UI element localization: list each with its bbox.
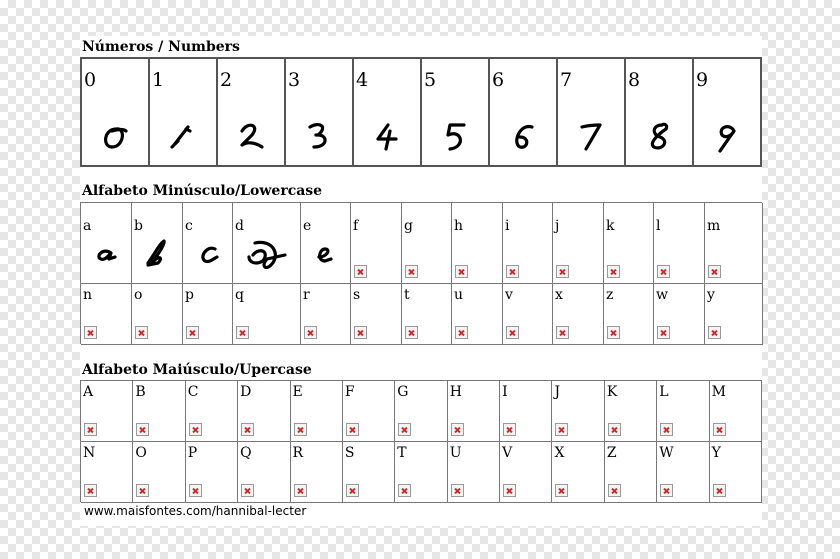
char-label: L bbox=[659, 384, 669, 400]
uppercase-heading: Alfabeto Maiúsculo/Upercase bbox=[82, 362, 312, 378]
glyph-0 bbox=[98, 117, 132, 155]
glyph-b bbox=[140, 235, 174, 273]
char-cell-s bbox=[351, 284, 402, 345]
char-label: T bbox=[397, 445, 407, 461]
broken-image-icon bbox=[136, 423, 149, 436]
broken-image-icon bbox=[556, 326, 569, 339]
char-cell-v bbox=[503, 284, 553, 345]
glyph-4 bbox=[370, 117, 404, 155]
glyph-a bbox=[89, 235, 123, 273]
broken-image-icon bbox=[84, 326, 97, 339]
broken-image-icon bbox=[657, 265, 670, 278]
char-cell-u bbox=[452, 284, 503, 345]
char-cell-O bbox=[133, 442, 185, 503]
char-cell-8 bbox=[626, 59, 694, 167]
uppercase-grid bbox=[80, 380, 762, 502]
broken-image-icon bbox=[136, 484, 149, 497]
lowercase-grid bbox=[80, 202, 762, 344]
char-label: 4 bbox=[356, 69, 369, 91]
char-label: R bbox=[292, 445, 304, 461]
broken-image-icon bbox=[84, 484, 97, 497]
glyph-8 bbox=[642, 117, 676, 155]
glyph-preview bbox=[490, 115, 556, 157]
broken-image-icon bbox=[506, 326, 519, 339]
char-label: Y bbox=[711, 445, 721, 461]
char-cell-1 bbox=[150, 59, 218, 167]
char-cell-L bbox=[657, 381, 709, 442]
glyph-c bbox=[191, 235, 225, 273]
broken-image-icon bbox=[713, 484, 726, 497]
char-cell-z bbox=[604, 284, 654, 345]
char-cell-t bbox=[402, 284, 452, 345]
char-cell-7 bbox=[558, 59, 626, 167]
glyph-preview bbox=[354, 115, 420, 157]
broken-image-icon bbox=[135, 326, 148, 339]
numbers-heading: Números / Numbers bbox=[82, 39, 240, 55]
char-cell-w bbox=[654, 284, 705, 345]
char-label: X bbox=[554, 445, 565, 461]
char-label: n bbox=[83, 287, 93, 303]
glyph-e bbox=[309, 235, 343, 273]
char-label: s bbox=[353, 287, 361, 303]
broken-image-icon bbox=[713, 423, 726, 436]
glyph-d bbox=[243, 235, 291, 273]
char-label: t bbox=[404, 287, 410, 303]
broken-image-icon bbox=[451, 423, 464, 436]
char-label: 3 bbox=[288, 69, 301, 91]
char-cell-e bbox=[301, 203, 351, 284]
broken-image-icon bbox=[555, 423, 568, 436]
char-cell-q bbox=[233, 284, 301, 345]
char-cell-Z bbox=[605, 442, 657, 503]
glyph-preview bbox=[694, 115, 760, 157]
broken-image-icon bbox=[84, 423, 97, 436]
char-cell-K bbox=[605, 381, 657, 442]
char-label: F bbox=[344, 384, 355, 400]
numbers-grid bbox=[80, 57, 762, 167]
char-label: k bbox=[606, 218, 615, 234]
char-label: r bbox=[303, 287, 310, 303]
glyph-5 bbox=[438, 117, 472, 155]
char-label: 5 bbox=[424, 69, 437, 91]
char-cell-N bbox=[81, 442, 133, 503]
char-label: f bbox=[353, 218, 359, 234]
char-label: J bbox=[554, 384, 561, 400]
broken-image-icon bbox=[405, 265, 418, 278]
broken-image-icon bbox=[241, 423, 254, 436]
broken-image-icon bbox=[607, 265, 620, 278]
broken-image-icon bbox=[189, 423, 202, 436]
char-label: o bbox=[134, 287, 143, 303]
char-label: K bbox=[606, 384, 618, 400]
broken-image-icon bbox=[660, 484, 673, 497]
char-label: j bbox=[555, 218, 560, 234]
broken-image-icon bbox=[708, 326, 721, 339]
char-label: e bbox=[303, 218, 312, 234]
glyph-6 bbox=[506, 117, 540, 155]
glyph-preview bbox=[150, 115, 216, 157]
char-cell-B bbox=[133, 381, 185, 442]
broken-image-icon bbox=[556, 265, 569, 278]
char-cell-r bbox=[301, 284, 351, 345]
char-cell-Y bbox=[710, 442, 762, 503]
char-cell-M bbox=[710, 381, 762, 442]
char-label: C bbox=[187, 384, 199, 400]
char-cell-g bbox=[402, 203, 452, 284]
broken-image-icon bbox=[241, 484, 254, 497]
char-label: l bbox=[656, 218, 661, 234]
glyph-preview bbox=[82, 115, 148, 157]
char-label: 9 bbox=[696, 69, 709, 91]
broken-image-icon bbox=[354, 326, 367, 339]
broken-image-icon bbox=[451, 484, 464, 497]
char-label: y bbox=[707, 287, 715, 303]
char-cell-T bbox=[395, 442, 447, 503]
glyph-preview bbox=[218, 115, 284, 157]
char-cell-i bbox=[503, 203, 553, 284]
glyph-preview bbox=[301, 233, 350, 275]
char-label: b bbox=[134, 218, 143, 234]
char-label: w bbox=[656, 287, 668, 303]
char-label: M bbox=[711, 384, 726, 400]
broken-image-icon bbox=[405, 326, 418, 339]
char-label: S bbox=[344, 445, 355, 461]
char-cell-n bbox=[81, 284, 132, 345]
char-label: P bbox=[187, 445, 198, 461]
char-label: a bbox=[83, 218, 92, 234]
glyph-preview bbox=[81, 233, 131, 275]
broken-image-icon bbox=[608, 423, 621, 436]
char-cell-X bbox=[552, 442, 604, 503]
char-label: E bbox=[292, 384, 303, 400]
char-label: W bbox=[659, 445, 674, 461]
char-cell-6 bbox=[490, 59, 558, 167]
broken-image-icon bbox=[555, 484, 568, 497]
broken-image-icon bbox=[294, 423, 307, 436]
char-label: Q bbox=[240, 445, 252, 461]
broken-image-icon bbox=[608, 484, 621, 497]
char-cell-H bbox=[448, 381, 500, 442]
char-label: 2 bbox=[220, 69, 233, 91]
glyph-preview bbox=[558, 115, 624, 157]
glyph-2 bbox=[234, 117, 268, 155]
char-label: D bbox=[240, 384, 252, 400]
char-label: V bbox=[502, 445, 513, 461]
char-cell-V bbox=[500, 442, 552, 503]
broken-image-icon bbox=[503, 423, 516, 436]
glyph-preview bbox=[286, 115, 352, 157]
broken-image-icon bbox=[503, 484, 516, 497]
char-label: h bbox=[454, 218, 464, 234]
char-cell-F bbox=[343, 381, 395, 442]
char-cell-m bbox=[705, 203, 763, 284]
char-label: d bbox=[235, 218, 244, 234]
broken-image-icon bbox=[506, 265, 519, 278]
broken-image-icon bbox=[186, 326, 199, 339]
char-label: v bbox=[505, 287, 513, 303]
footer-url[interactable]: www.maisfontes.com/hannibal-lecter bbox=[84, 504, 307, 518]
char-label: i bbox=[505, 218, 510, 234]
char-cell-c bbox=[183, 203, 233, 284]
char-cell-y bbox=[705, 284, 763, 345]
char-label: z bbox=[606, 287, 614, 303]
broken-image-icon bbox=[236, 326, 249, 339]
broken-image-icon bbox=[354, 265, 367, 278]
glyph-preview bbox=[183, 233, 232, 275]
char-label: 8 bbox=[628, 69, 641, 91]
char-label: 1 bbox=[152, 69, 165, 91]
glyph-preview bbox=[422, 115, 488, 157]
char-label: 6 bbox=[492, 69, 505, 91]
char-cell-o bbox=[132, 284, 183, 345]
broken-image-icon bbox=[660, 423, 673, 436]
char-cell-P bbox=[186, 442, 238, 503]
char-label: q bbox=[235, 287, 244, 303]
broken-image-icon bbox=[189, 484, 202, 497]
char-label: U bbox=[449, 445, 462, 461]
glyph-preview bbox=[626, 115, 692, 157]
char-cell-4 bbox=[354, 59, 422, 167]
char-cell-p bbox=[183, 284, 233, 345]
char-cell-C bbox=[186, 381, 238, 442]
char-label: u bbox=[454, 287, 464, 303]
broken-image-icon bbox=[455, 326, 468, 339]
char-cell-J bbox=[552, 381, 604, 442]
glyph-preview bbox=[132, 233, 182, 275]
char-label: O bbox=[135, 445, 147, 461]
char-label: G bbox=[397, 384, 409, 400]
char-cell-U bbox=[448, 442, 500, 503]
char-label: B bbox=[135, 384, 146, 400]
char-cell-9 bbox=[694, 59, 762, 167]
broken-image-icon bbox=[346, 423, 359, 436]
char-cell-Q bbox=[238, 442, 290, 503]
broken-image-icon bbox=[455, 265, 468, 278]
glyph-preview bbox=[233, 233, 300, 275]
char-cell-D bbox=[238, 381, 290, 442]
char-cell-A bbox=[81, 381, 133, 442]
char-label: 0 bbox=[84, 69, 97, 91]
char-cell-5 bbox=[422, 59, 490, 167]
char-cell-W bbox=[657, 442, 709, 503]
char-cell-2 bbox=[218, 59, 286, 167]
char-label: 7 bbox=[560, 69, 573, 91]
glyph-9 bbox=[710, 117, 744, 155]
char-cell-a bbox=[81, 203, 132, 284]
char-cell-0 bbox=[82, 59, 150, 167]
glyph-7 bbox=[574, 117, 608, 155]
char-label: g bbox=[404, 218, 413, 234]
char-cell-d bbox=[233, 203, 301, 284]
char-label: m bbox=[707, 218, 721, 234]
char-label: Z bbox=[606, 445, 617, 461]
char-label: H bbox=[449, 384, 462, 400]
char-cell-l bbox=[654, 203, 705, 284]
broken-image-icon bbox=[398, 484, 411, 497]
char-label: A bbox=[83, 384, 94, 400]
char-cell-f bbox=[351, 203, 402, 284]
broken-image-icon bbox=[294, 484, 307, 497]
broken-image-icon bbox=[607, 326, 620, 339]
broken-image-icon bbox=[657, 326, 670, 339]
lowercase-heading: Alfabeto Minúsculo/Lowercase bbox=[82, 183, 323, 199]
broken-image-icon bbox=[304, 326, 317, 339]
glyph-1 bbox=[166, 117, 200, 155]
char-cell-S bbox=[343, 442, 395, 503]
broken-image-icon bbox=[346, 484, 359, 497]
glyph-3 bbox=[302, 117, 336, 155]
char-cell-G bbox=[395, 381, 447, 442]
char-cell-k bbox=[604, 203, 654, 284]
char-cell-j bbox=[553, 203, 604, 284]
char-label: N bbox=[83, 445, 96, 461]
char-cell-E bbox=[291, 381, 343, 442]
broken-image-icon bbox=[398, 423, 411, 436]
char-cell-b bbox=[132, 203, 183, 284]
char-cell-I bbox=[500, 381, 552, 442]
char-label: c bbox=[185, 218, 193, 234]
char-cell-R bbox=[291, 442, 343, 503]
char-cell-3 bbox=[286, 59, 354, 167]
char-label: p bbox=[185, 287, 194, 303]
char-cell-h bbox=[452, 203, 503, 284]
char-cell-x bbox=[553, 284, 604, 345]
broken-image-icon bbox=[708, 265, 721, 278]
char-label: I bbox=[502, 384, 508, 400]
char-label: x bbox=[555, 287, 563, 303]
